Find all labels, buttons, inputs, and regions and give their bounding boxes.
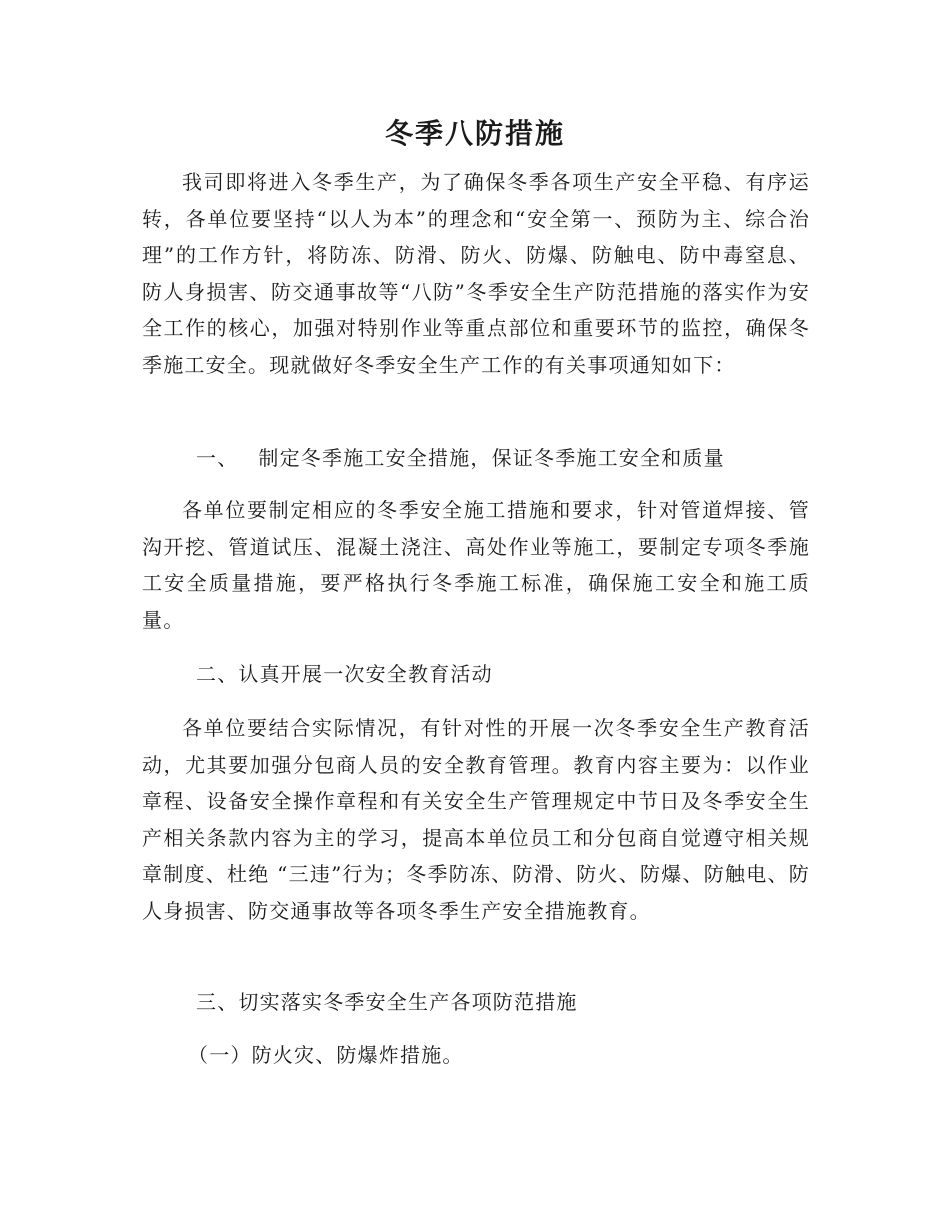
document-title: 冬季八防措施 (384, 117, 565, 150)
section-1-body: 各单位要制定相应的冬季安全施工措施和要求，针对管道焊接、管沟开挖、管道试压、混凝土浇注、高处作业等施工，要制定专项冬季施工安全质量措施，要严格执行冬季施工标准，确保施工安全和施工质量。 (142, 498, 810, 632)
section-1-title: 制定冬季施工安全措施，保证冬季施工安全和质量 (258, 446, 725, 470)
intro-paragraph: 我司即将进入冬季生产，为了确保冬季各项生产安全平稳、有序运转，各单位要坚持“以人为本”的理念和“安全第一、预防为主、综合治理”的工作方针，将防冻、防滑、防火、防爆、防触电、防中毒窒息、防人身损害、防交通事故等“八防”冬季安全生产防范措施的落实作为安全工作的核心，加强对特别作业等重点部位和重要环节的监控，确保冬季施工安全。现就做好冬季安全生产工作的有关事项通知如下： (142, 170, 810, 377)
section-2-body: 各单位要结合实际情况，有针对性的开展一次冬季安全生产教育活动，尤其要加强分包商人员的安全教育管理。教育内容主要为：以作业章程、设备安全操作章程和有关安全生产管理规定中节日及冬季安全生产相关条款内容为主的学习，提高本单位员工和分包商自觉遵守相关规章制度、杜绝 “三违”行为；冬季防冻、防滑、防火、防爆、防触电、防人身损害、防交通事故等各项冬季生产安全措施教育。 (142, 716, 810, 923)
section-3-heading: 三、切实落实冬季安全生产各项防范措施 (196, 990, 578, 1014)
section-1-number: 一、 (196, 446, 239, 470)
section-1-heading (196, 440, 725, 476)
section-3-subheading: （一）防火灾、防爆炸措施。 (188, 1043, 464, 1067)
section-2-heading: 二、认真开展一次安全教育活动 (196, 662, 493, 686)
